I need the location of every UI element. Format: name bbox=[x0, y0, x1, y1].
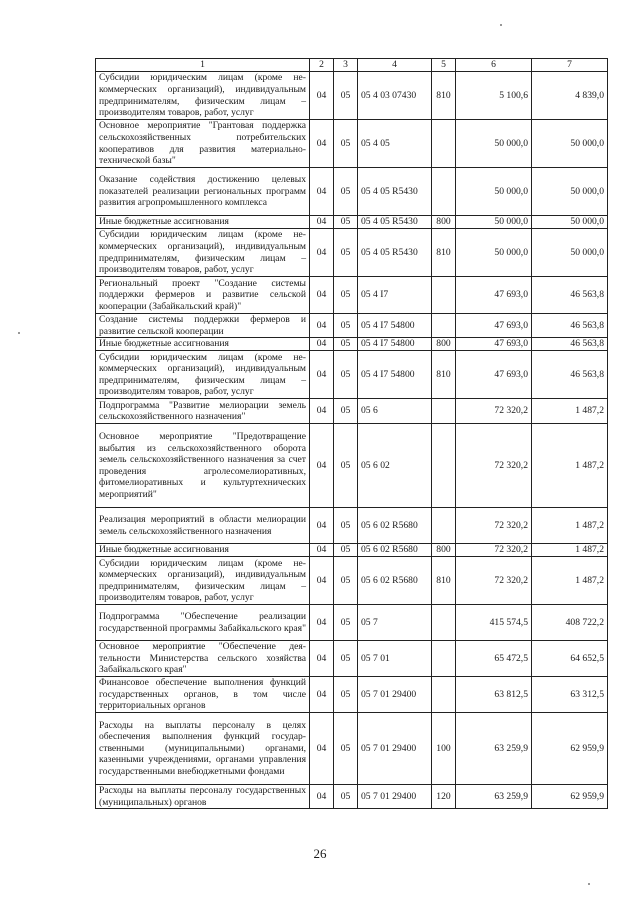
subsection-code-cell: 05 bbox=[334, 508, 358, 544]
amount-year-2-cell: 50 000,0 bbox=[532, 120, 608, 168]
row-name-cell: Финансовое обеспечение выполнения функций государственных органов, в том числе территориальных органов bbox=[96, 677, 310, 713]
table-row bbox=[96, 216, 608, 229]
row-name-cell: Основное мероприятие "Обеспечение деятельности Министерства сельского хозяйства Забайкальского края" bbox=[96, 641, 310, 677]
amount-year-1-cell: 72 320,2 bbox=[456, 544, 532, 557]
section-code-cell: 04 bbox=[310, 277, 334, 314]
expense-type-cell: 810 bbox=[432, 557, 456, 605]
target-article-cell: 05 4 I7 54800 bbox=[358, 338, 432, 351]
target-article-cell: 05 7 01 bbox=[358, 641, 432, 677]
section-code-cell: 04 bbox=[310, 544, 334, 557]
amount-year-1-cell: 50 000,0 bbox=[456, 229, 532, 277]
target-article-cell: 05 4 I7 bbox=[358, 277, 432, 314]
section-code-cell: 04 bbox=[310, 168, 334, 216]
expense-type-cell: 810 bbox=[432, 351, 456, 399]
row-name-cell: Подпрограмма "Обеспечение реализации государственной программы Забайкальского края" bbox=[96, 605, 310, 641]
target-article-cell: 05 4 05 R5430 bbox=[358, 216, 432, 229]
header-cell: 4 bbox=[358, 59, 432, 72]
amount-year-2-cell: 62 959,9 bbox=[532, 785, 608, 809]
table-row bbox=[96, 508, 608, 544]
target-article-cell: 05 6 02 R5680 bbox=[358, 508, 432, 544]
page-number: 26 bbox=[313, 846, 327, 861]
amount-year-2-cell: 4 839,0 bbox=[532, 72, 608, 120]
row-name-cell: Иные бюджетные ассигнования bbox=[96, 338, 310, 351]
subsection-code-cell: 05 bbox=[334, 277, 358, 314]
header-cell: 7 bbox=[532, 59, 608, 72]
amount-year-1-cell: 50 000,0 bbox=[456, 120, 532, 168]
scan-speck bbox=[500, 24, 502, 26]
section-code-cell: 04 bbox=[310, 338, 334, 351]
amount-year-1-cell: 63 259,9 bbox=[456, 713, 532, 785]
amount-year-1-cell: 72 320,2 bbox=[456, 424, 532, 508]
table-row bbox=[96, 557, 608, 605]
row-name-cell: Субсидии юридическим лицам (кроме некоммерческих организаций), индивидуальным предпринимателям, физическим лицам – производителям товаров, работ, услуг bbox=[96, 229, 310, 277]
section-code-cell: 04 bbox=[310, 508, 334, 544]
expense-type-cell: 120 bbox=[432, 785, 456, 809]
subsection-code-cell: 05 bbox=[334, 544, 358, 557]
amount-year-1-cell: 47 693,0 bbox=[456, 277, 532, 314]
amount-year-2-cell: 46 563,8 bbox=[532, 351, 608, 399]
amount-year-1-cell: 47 693,0 bbox=[456, 338, 532, 351]
target-article-cell: 05 6 02 R5680 bbox=[358, 544, 432, 557]
amount-year-2-cell: 50 000,0 bbox=[532, 216, 608, 229]
table-row bbox=[96, 277, 608, 314]
section-code-cell: 04 bbox=[310, 713, 334, 785]
section-code-cell: 04 bbox=[310, 314, 334, 338]
amount-year-2-cell: 64 652,5 bbox=[532, 641, 608, 677]
section-code-cell: 04 bbox=[310, 605, 334, 641]
amount-year-1-cell: 47 693,0 bbox=[456, 314, 532, 338]
expense-type-cell bbox=[432, 424, 456, 508]
amount-year-1-cell: 63 812,5 bbox=[456, 677, 532, 713]
target-article-cell: 05 7 01 29400 bbox=[358, 677, 432, 713]
header-cell: 5 bbox=[432, 59, 456, 72]
amount-year-1-cell: 50 000,0 bbox=[456, 216, 532, 229]
table-row bbox=[96, 168, 608, 216]
amount-year-1-cell: 47 693,0 bbox=[456, 351, 532, 399]
subsection-code-cell: 05 bbox=[334, 557, 358, 605]
subsection-code-cell: 05 bbox=[334, 72, 358, 120]
expense-type-cell: 800 bbox=[432, 338, 456, 351]
table-row bbox=[96, 351, 608, 399]
row-name-cell: Расходы на выплаты персоналу в целях обеспечения выполнения функций государственными (муниципальными) органами, казенными учреждениями, органами управления государственными внебюджетными фондами bbox=[96, 713, 310, 785]
subsection-code-cell: 05 bbox=[334, 351, 358, 399]
section-code-cell: 04 bbox=[310, 229, 334, 277]
subsection-code-cell: 05 bbox=[334, 168, 358, 216]
expense-type-cell: 800 bbox=[432, 216, 456, 229]
section-code-cell: 04 bbox=[310, 216, 334, 229]
amount-year-1-cell: 72 320,2 bbox=[456, 399, 532, 424]
amount-year-1-cell: 50 000,0 bbox=[456, 168, 532, 216]
subsection-code-cell: 05 bbox=[334, 229, 358, 277]
section-code-cell: 04 bbox=[310, 677, 334, 713]
amount-year-2-cell: 63 312,5 bbox=[532, 677, 608, 713]
row-name-cell: Основное мероприятие "Предотвращение выбытия из сельскохозяйственного оборота земель сельскохозяйственного назначения за счет проведения агролесомелиоративных, фитомелиоративных и культуртехнических мероприятий" bbox=[96, 424, 310, 508]
subsection-code-cell: 05 bbox=[334, 120, 358, 168]
subsection-code-cell: 05 bbox=[334, 216, 358, 229]
table-row bbox=[96, 677, 608, 713]
amount-year-2-cell: 408 722,2 bbox=[532, 605, 608, 641]
expense-type-cell: 810 bbox=[432, 72, 456, 120]
row-name-cell: Субсидии юридическим лицам (кроме некоммерческих организаций), индивидуальным предпринимателям, физическим лицам – производителям товаров, работ, услуг bbox=[96, 72, 310, 120]
row-name-cell: Реализация мероприятий в области мелиорации земель сельскохозяйственного назначения bbox=[96, 508, 310, 544]
table-row bbox=[96, 785, 608, 809]
target-article-cell: 05 6 02 R5680 bbox=[358, 557, 432, 605]
subsection-code-cell: 05 bbox=[334, 677, 358, 713]
row-name-cell: Основное мероприятие "Грантовая поддержка сельскохозяйственных потребительских кооперативов для развития материально-технической базы" bbox=[96, 120, 310, 168]
expense-type-cell bbox=[432, 641, 456, 677]
target-article-cell: 05 4 I7 54800 bbox=[358, 351, 432, 399]
header-cell: 6 bbox=[456, 59, 532, 72]
amount-year-2-cell: 50 000,0 bbox=[532, 168, 608, 216]
amount-year-1-cell: 63 259,9 bbox=[456, 785, 532, 809]
row-name-cell: Оказание содействия достижению целевых показателей реализации региональных программ развития агропромышленного комплекса bbox=[96, 168, 310, 216]
target-article-cell: 05 7 01 29400 bbox=[358, 785, 432, 809]
target-article-cell: 05 4 05 R5430 bbox=[358, 229, 432, 277]
section-code-cell: 04 bbox=[310, 424, 334, 508]
expense-type-cell bbox=[432, 277, 456, 314]
section-code-cell: 04 bbox=[310, 351, 334, 399]
header-cell: 2 bbox=[310, 59, 334, 72]
amount-year-1-cell: 5 100,6 bbox=[456, 72, 532, 120]
amount-year-2-cell: 62 959,9 bbox=[532, 713, 608, 785]
subsection-code-cell: 05 bbox=[334, 314, 358, 338]
expense-type-cell bbox=[432, 605, 456, 641]
table-row bbox=[96, 641, 608, 677]
expense-type-cell bbox=[432, 677, 456, 713]
expense-type-cell bbox=[432, 399, 456, 424]
header-cell: 1 bbox=[96, 59, 310, 72]
subsection-code-cell: 05 bbox=[334, 713, 358, 785]
table-row bbox=[96, 120, 608, 168]
amount-year-2-cell: 46 563,8 bbox=[532, 277, 608, 314]
row-name-cell: Иные бюджетные ассигнования bbox=[96, 216, 310, 229]
amount-year-2-cell: 1 487,2 bbox=[532, 544, 608, 557]
row-name-cell: Субсидии юридическим лицам (кроме некоммерческих организаций), индивидуальным предпринимателям, физическим лицам – производителям товаров, работ, услуг bbox=[96, 557, 310, 605]
section-code-cell: 04 bbox=[310, 785, 334, 809]
amount-year-2-cell: 1 487,2 bbox=[532, 508, 608, 544]
row-name-cell: Расходы на выплаты персоналу государственных (муниципальных) органов bbox=[96, 785, 310, 809]
table-row bbox=[96, 229, 608, 277]
table-header-row bbox=[96, 59, 608, 72]
row-name-cell: Подпрограмма "Развитие мелиорации земель сельскохозяйственного назначения" bbox=[96, 399, 310, 424]
section-code-cell: 04 bbox=[310, 557, 334, 605]
expense-type-cell: 100 bbox=[432, 713, 456, 785]
table-row bbox=[96, 338, 608, 351]
section-code-cell: 04 bbox=[310, 399, 334, 424]
budget-table bbox=[95, 58, 608, 809]
subsection-code-cell: 05 bbox=[334, 338, 358, 351]
amount-year-2-cell: 46 563,8 bbox=[532, 338, 608, 351]
expense-type-cell bbox=[432, 168, 456, 216]
target-article-cell: 05 4 I7 54800 bbox=[358, 314, 432, 338]
header-cell: 3 bbox=[334, 59, 358, 72]
subsection-code-cell: 05 bbox=[334, 641, 358, 677]
expense-type-cell: 800 bbox=[432, 544, 456, 557]
amount-year-1-cell: 72 320,2 bbox=[456, 557, 532, 605]
amount-year-1-cell: 65 472,5 bbox=[456, 641, 532, 677]
amount-year-1-cell: 415 574,5 bbox=[456, 605, 532, 641]
target-article-cell: 05 6 02 bbox=[358, 424, 432, 508]
amount-year-2-cell: 46 563,8 bbox=[532, 314, 608, 338]
target-article-cell: 05 4 03 07430 bbox=[358, 72, 432, 120]
amount-year-2-cell: 50 000,0 bbox=[532, 229, 608, 277]
expense-type-cell bbox=[432, 314, 456, 338]
amount-year-2-cell: 1 487,2 bbox=[532, 424, 608, 508]
expense-type-cell: 810 bbox=[432, 229, 456, 277]
scan-speck bbox=[18, 332, 20, 334]
table-row bbox=[96, 399, 608, 424]
section-code-cell: 04 bbox=[310, 641, 334, 677]
subsection-code-cell: 05 bbox=[334, 399, 358, 424]
row-name-cell: Субсидии юридическим лицам (кроме некоммерческих организаций), индивидуальным предпринимателям, физическим лицам – производителям товаров, работ, услуг bbox=[96, 351, 310, 399]
subsection-code-cell: 05 bbox=[334, 785, 358, 809]
table-row bbox=[96, 424, 608, 508]
table-row bbox=[96, 713, 608, 785]
table-row bbox=[96, 605, 608, 641]
subsection-code-cell: 05 bbox=[334, 424, 358, 508]
row-name-cell: Создание системы поддержки фермеров и развитие сельской кооперации bbox=[96, 314, 310, 338]
table-row bbox=[96, 72, 608, 120]
target-article-cell: 05 7 01 29400 bbox=[358, 713, 432, 785]
target-article-cell: 05 6 bbox=[358, 399, 432, 424]
target-article-cell: 05 4 05 bbox=[358, 120, 432, 168]
expense-type-cell bbox=[432, 508, 456, 544]
expense-type-cell bbox=[432, 120, 456, 168]
table-row bbox=[96, 544, 608, 557]
scan-speck bbox=[588, 883, 590, 885]
amount-year-2-cell: 1 487,2 bbox=[532, 399, 608, 424]
amount-year-1-cell: 72 320,2 bbox=[456, 508, 532, 544]
section-code-cell: 04 bbox=[310, 72, 334, 120]
row-name-cell: Региональный проект "Создание системы поддержки фермеров и развитие сельской кооперации (Забайкальский край)" bbox=[96, 277, 310, 314]
target-article-cell: 05 4 05 R5430 bbox=[358, 168, 432, 216]
subsection-code-cell: 05 bbox=[334, 605, 358, 641]
section-code-cell: 04 bbox=[310, 120, 334, 168]
table-row bbox=[96, 314, 608, 338]
amount-year-2-cell: 1 487,2 bbox=[532, 557, 608, 605]
target-article-cell: 05 7 bbox=[358, 605, 432, 641]
row-name-cell: Иные бюджетные ассигнования bbox=[96, 544, 310, 557]
